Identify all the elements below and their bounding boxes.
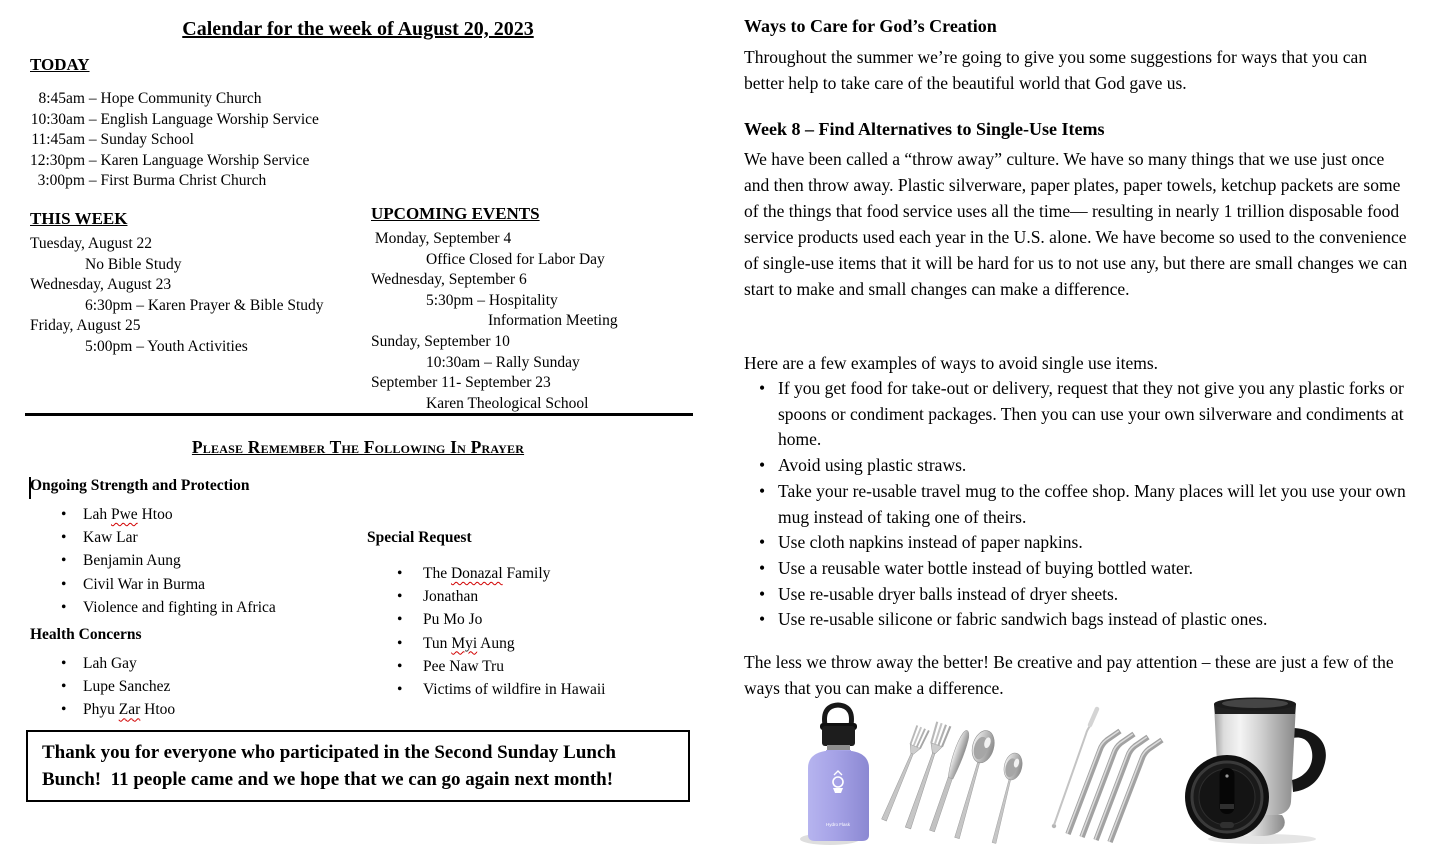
today-list xyxy=(30,89,319,192)
bullet-icon: • xyxy=(61,506,67,523)
travel-mug-icon xyxy=(1170,688,1338,846)
bullet-icon: • xyxy=(397,565,403,582)
today-section xyxy=(30,55,319,192)
intro-paragraph: Throughout the summer we’re going to give you some suggestions for ways that you can better help to take care of the beautiful world that God gave us. xyxy=(744,47,1368,93)
examples-intro: Here are a few examples of ways to avoid single use items. xyxy=(744,353,1159,373)
metal-straws-image xyxy=(1040,694,1170,846)
upcoming-events-list xyxy=(371,229,618,414)
reusable-water-bottle-image xyxy=(792,698,884,846)
ways-to-care-heading: Ways to Care for God’s Creation xyxy=(744,16,997,36)
health-concerns-header: Health Concerns xyxy=(30,626,142,643)
calendar-event: 12:30pm – Karen Language Worship Service xyxy=(30,151,310,169)
calendar-line: September 11- September 23 xyxy=(371,374,551,392)
calendar-event: 3:00pm – First Burma Christ Church xyxy=(37,172,267,190)
bullet-item: • Use re-usable silicone or fabric sandwich bags instead of plastic ones. xyxy=(744,607,1410,633)
calendar-line: 6:30pm – Karen Prayer & Bible Study xyxy=(85,296,324,314)
special-request-header: Special Request xyxy=(367,529,472,546)
health-concerns-list xyxy=(30,652,175,722)
bullet-icon: • xyxy=(61,575,67,593)
this-week-header: THIS WEEK xyxy=(30,209,128,228)
bullet-item: • Use re-usable dryer balls instead of dryer sheets. xyxy=(744,582,1410,608)
upcoming-events-header: UPCOMING EVENTS xyxy=(371,204,540,223)
calendar-line: Sunday, September 10 xyxy=(371,332,510,350)
mug-lid xyxy=(1185,755,1269,839)
week8-heading: Week 8 – Find Alternatives to Single-Use Items xyxy=(744,119,1105,139)
bullet-item: • Victims of wildfire in Hawaii xyxy=(367,678,605,701)
calendar-line: 10:30am – Rally Sunday xyxy=(426,353,580,371)
bullet-icon: • xyxy=(397,634,403,652)
special-request-section xyxy=(367,529,605,701)
thank-you-note-box: Thank you for everyone who participated in the Second Sunday Lunch Bunch! 11 people came and we hope that we can go again next month! xyxy=(26,730,690,802)
calendar-line: 5:00pm – Youth Activities xyxy=(85,337,248,355)
bullet-icon: • xyxy=(61,655,67,672)
bullet-item: • Take your re-usable travel mug to the coffee shop. Many places will let you use your own mug instead of taking one of theirs. xyxy=(759,480,1406,527)
calendar-event: 8:45am – Hope Community Church xyxy=(38,90,262,107)
calendar-line: Wednesday, August 23 xyxy=(30,276,172,294)
week8-paragraph: We have been called a “throw away” culture. We have so many things that we use just once and then throw away. Plastic silverware, paper plates, paper towels, ketchup packets are some of the things that food service uses all the time— resulting in nearly 1 trillion disposable food service products used each year in the U.S. alone. We have become so used to the convenience of single-use items that it will be hard for us to not use any, but there are small changes we can start to make and small changes can make a difference. xyxy=(744,149,1408,299)
calendar-line: Wednesday, September 6 xyxy=(371,271,527,289)
bullet-icon: • xyxy=(759,609,766,630)
travel-mug-image xyxy=(1170,688,1338,846)
bullet-item: • Use a reusable water bottle instead of buying bottled water. xyxy=(744,556,1410,582)
calendar-line: Friday, August 25 xyxy=(30,317,141,335)
bullet-item: • Use cloth napkins instead of paper napkins. xyxy=(744,530,1410,556)
bullet-icon: • xyxy=(397,657,403,675)
calendar-title: Calendar for the week of August 20, 2023 xyxy=(182,18,534,40)
bullet-item: • Kaw Lar xyxy=(30,526,276,549)
bullet-item: • Lupe Sanchez xyxy=(30,675,175,698)
bullet-icon: • xyxy=(759,480,766,501)
closing-paragraph: The less we throw away the better! Be creative and pay attention – these are just a few of the ways that you can make a difference. xyxy=(744,652,1394,698)
calendar-line: No Bible Study xyxy=(85,255,182,273)
calendar-line: Karen Theological School xyxy=(426,394,589,412)
calendar-line: 5:30pm – Hospitality xyxy=(426,291,558,309)
calendar-event: 10:30am – English Language Worship Service xyxy=(30,110,319,128)
bullet-item: • Violence and fighting in Africa xyxy=(30,596,276,619)
bullet-item: • Pu Mo Jo xyxy=(367,608,605,631)
this-week-list xyxy=(30,234,324,358)
bullet-item: • Phyu Zar Htoo xyxy=(30,698,175,721)
calendar-line: Tuesday, August 22 xyxy=(30,235,153,252)
bullet-item: • Pee Naw Tru xyxy=(367,655,605,678)
silverware-set-image xyxy=(874,696,1030,846)
water-bottle-icon xyxy=(792,698,884,846)
svg-text:Hydro Flask: Hydro Flask xyxy=(825,822,851,827)
calendar-line: Information Meeting xyxy=(488,312,618,330)
bullet-item: • Civil War in Burma xyxy=(30,573,276,596)
bullet-icon: • xyxy=(759,583,766,604)
bullet-icon: • xyxy=(61,529,67,547)
silverware-icon xyxy=(874,696,1030,846)
bullet-item: • Lah Gay xyxy=(30,652,175,675)
calendar-line: Monday, September 4 xyxy=(371,230,512,247)
bullet-icon: • xyxy=(759,532,766,553)
upcoming-events-section xyxy=(371,204,618,414)
today-header: TODAY xyxy=(30,55,90,74)
this-week-section xyxy=(30,209,324,358)
bullet-icon: • xyxy=(61,678,67,696)
bullet-icon: • xyxy=(61,701,67,719)
straws-icon xyxy=(1040,694,1170,846)
ongoing-list xyxy=(30,503,276,619)
bullet-item: • The Donazal Family xyxy=(367,562,605,585)
bullet-icon: • xyxy=(397,681,403,699)
bullet-icon: • xyxy=(397,611,403,629)
special-request-list xyxy=(367,562,605,701)
bullet-icon: • xyxy=(397,588,403,606)
health-concerns-section xyxy=(30,626,175,722)
bullet-icon: • xyxy=(759,557,766,578)
calendar-event: 11:45am – Sunday School xyxy=(31,131,194,149)
section-divider xyxy=(25,413,693,416)
bullet-item: • Avoid using plastic straws. xyxy=(744,453,1410,479)
bullet-item: • Lah Pwe Htoo xyxy=(30,503,276,526)
bullet-item: • Tun Myi Aung xyxy=(367,632,605,655)
calendar-line: Office Closed for Labor Day xyxy=(426,250,605,268)
bullet-icon: • xyxy=(61,598,67,616)
ongoing-prayer-section xyxy=(30,477,276,619)
prayer-heading: Please Remember The Following In Prayer xyxy=(191,437,525,457)
bullet-icon: • xyxy=(759,378,766,398)
bullet-icon: • xyxy=(61,552,67,570)
ongoing-header: Ongoing Strength and Protection xyxy=(30,477,250,494)
bullet-item: • Jonathan xyxy=(367,585,605,608)
bullet-item: • Benjamin Aung xyxy=(30,549,276,572)
bullet-item: • If you get food for take-out or delivery, request that they not give you any plastic forks or spoons or condiment packages. Then you can use your own silverware and condiments at home. xyxy=(759,378,1404,450)
examples-list xyxy=(744,376,1410,633)
bullet-icon: • xyxy=(759,455,766,476)
